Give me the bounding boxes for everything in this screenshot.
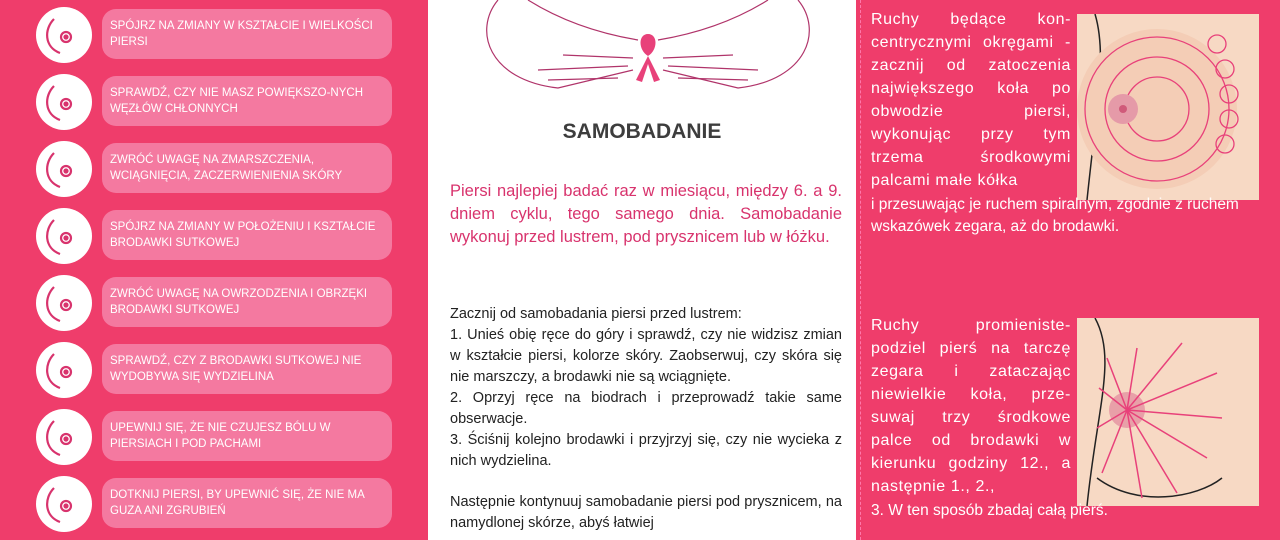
pink-ribbon-icon (636, 34, 660, 82)
concentric-text-cont: i przesuwając je ruchem spiralnym, zgodnie z ruchem wskazówek zegara, aż do brodawki. (871, 196, 1239, 235)
checklist-item-label: DOTKNIJ PIERSI, BY UPEWNIĆ SIĘ, ŻE NIE MA GUZA ANI ZGRUBIEŃ (102, 478, 392, 528)
nipple-ulcer-icon (36, 275, 92, 331)
radial-block (871, 314, 1271, 522)
left-panel (0, 0, 424, 540)
checklist-item-label: SPRAWDŹ, CZY NIE MASZ POWIĘKSZO-NYCH WĘZŁÓW CHŁONNYCH (102, 76, 392, 126)
checklist-item (36, 411, 392, 463)
nipple-discharge-icon (36, 342, 92, 398)
radial-text-cont: 3. W ten sposób zbadaj całą pierś. (871, 502, 1108, 519)
concentric-text: Ruchy będące kon-centrycznymi okręgami - zacznij od zatoczenia największego koła po obwodzie piersi, wykonując przy tym trzema środkowymi palcami małe kółka (871, 11, 1071, 189)
checklist-item-label: SPÓJRZ NA ZMIANY W POŁOŻENIU I KSZTAŁCIE BRODAWKI SUTKOWEJ (102, 210, 392, 260)
concentric-block (871, 8, 1271, 238)
radial-text: Ruchy promieniste- podziel pierś na tarczę zegara i zataczając niewielkie koła, prze-suwaj trzy środkowe palce od brodawki w kierunku godziny 12., a następnie 1., 2., (871, 317, 1071, 495)
page-title: SAMOBADANIE (562, 120, 722, 143)
nipple-position-icon (36, 208, 92, 264)
checklist-item (36, 76, 392, 128)
checklist-item (36, 344, 392, 396)
breasts-front-icon (36, 7, 92, 63)
checklist-item (36, 143, 392, 195)
mirror-instructions (450, 304, 842, 534)
lump-touch-icon (36, 476, 92, 532)
middle-panel (424, 0, 860, 540)
right-panel (860, 0, 1280, 540)
checklist-item (36, 277, 392, 329)
arms-raised-icon (36, 74, 92, 130)
checklist-item (36, 210, 392, 262)
hands-ribbon-illustration (468, 0, 828, 100)
checklist-item (36, 478, 392, 530)
checklist-item-label: ZWRÓĆ UWAGĘ NA ZMARSZCZENIA, WCIĄGNIĘCIA, ZACZERWIENIENIA SKÓRY (102, 143, 392, 193)
checklist-item-label: ZWRÓĆ UWAGĘ NA OWRZODZENIA I OBRZĘKI BRODAWKI SUTKOWEJ (102, 277, 392, 327)
checklist-item-label: SPÓJRZ NA ZMIANY W KSZTAŁCIE I WIELKOŚCI PIERSI (102, 9, 392, 59)
breast-side-icon (36, 141, 92, 197)
armpit-pain-icon (36, 409, 92, 465)
mirror-heading: Zacznij od samobadania piersi przed lustrem: (450, 306, 742, 322)
step-3: 3. Ściśnij kolejno brodawki i przyjrzyj się, czy nie wycieka z nich wydzielina. (450, 432, 842, 469)
step-1: 1. Unieś obię ręce do góry i sprawdź, czy nie widzisz zmian w kształcie piersi, kolorze skóry. Zaobserwuj, czy skóra się nie marszczy, a brodawki nie są wciągnięte. (450, 327, 842, 385)
step-2: 2. Oprzyj ręce na biodrach i przeprowadź takie same obserwacje. (450, 390, 842, 427)
checklist-item-label: UPEWNIJ SIĘ, ŻE NIE CZUJESZ BÓLU W PIERSIACH I POD PACHAMI (102, 411, 392, 461)
shower-paragraph: Następnie kontynuuj samobadanie piersi pod prysznicem, na namydlonej skórze, abyś łatwiej (450, 494, 842, 531)
intro-paragraph: Piersi najlepiej badać raz w miesiącu, między 6. a 9. dniem cyklu, tego samego dnia. Samobadanie wykonuj przed lustrem, pod prysznicem lub w łóżku. (450, 182, 842, 246)
checklist-item (36, 9, 392, 61)
checklist-item-label: SPRAWDŹ, CZY Z BRODAWKI SUTKOWEJ NIE WYDOBYWA SIĘ WYDZIELINA (102, 344, 392, 394)
